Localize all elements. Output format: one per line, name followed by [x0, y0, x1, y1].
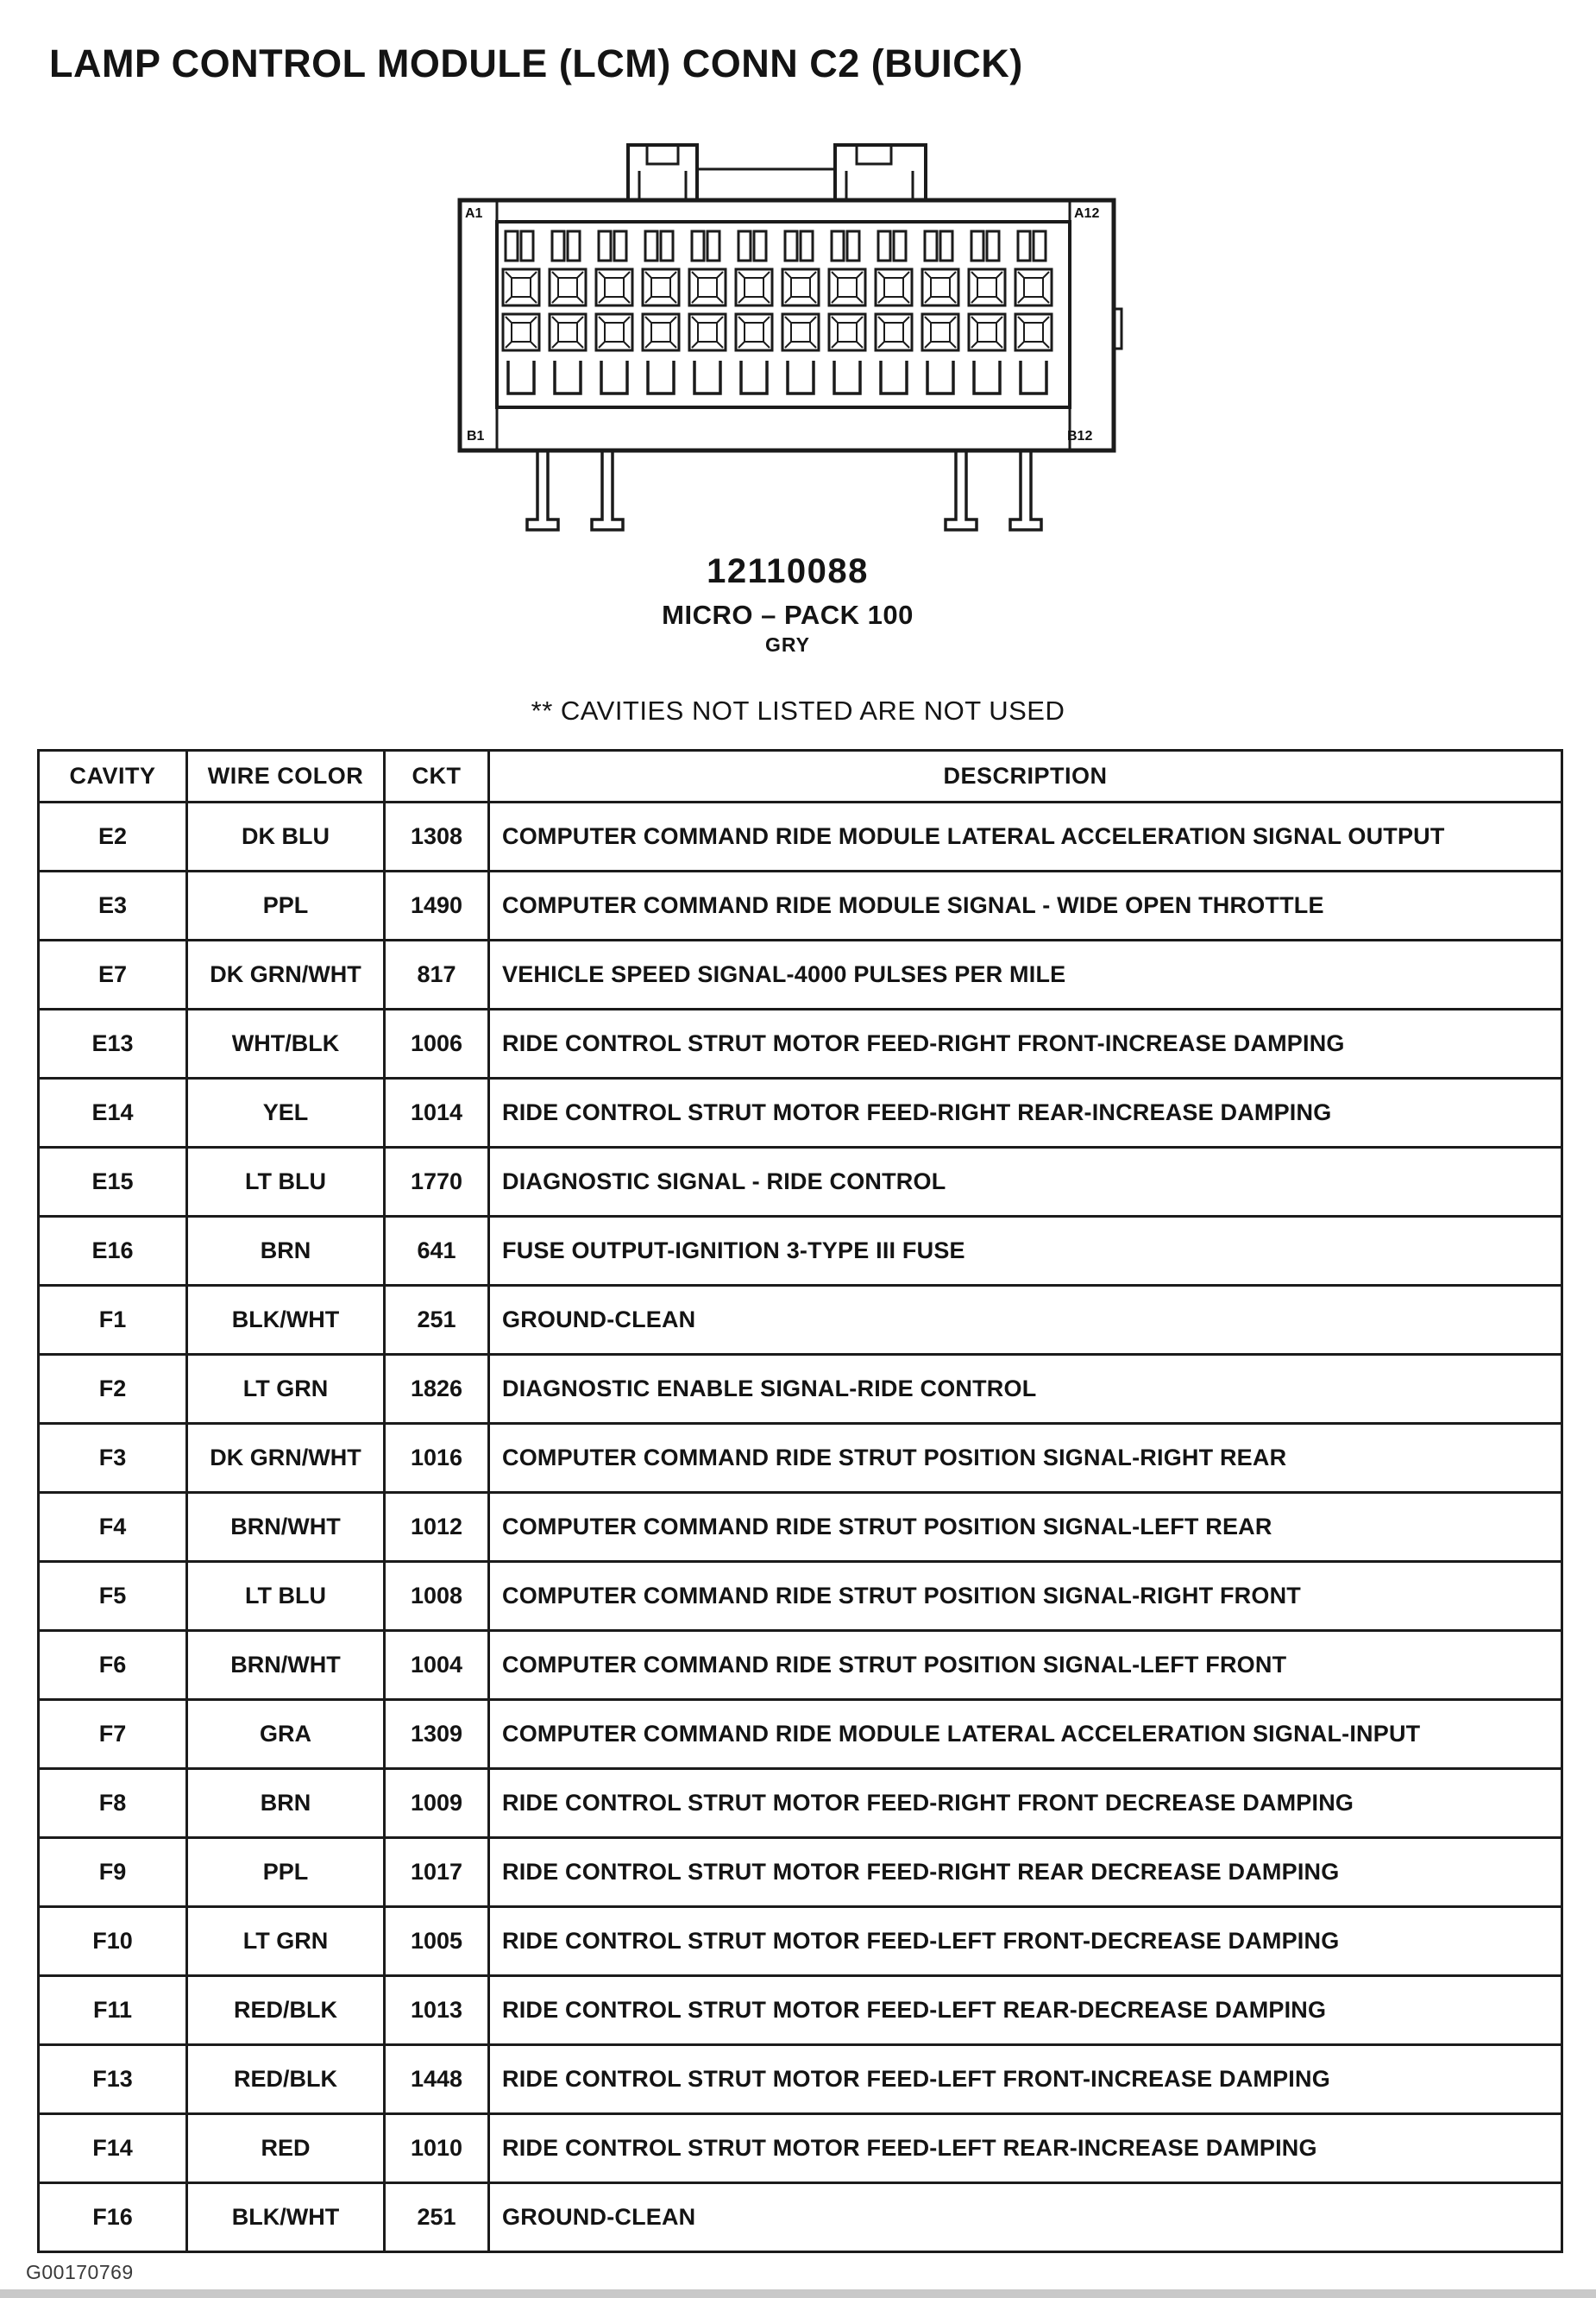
pin-label-b12: B12	[1067, 429, 1093, 444]
description-cell: RIDE CONTROL STRUT MOTOR FEED-RIGHT FRONT DECREASE DAMPING	[489, 1769, 1562, 1838]
table-row	[39, 1838, 1562, 1907]
table-row	[39, 1424, 1562, 1493]
mounting-leg	[592, 450, 623, 530]
wire-color-cell: WHT/BLK	[187, 1010, 385, 1079]
wire-color-cell: DK GRN/WHT	[187, 1424, 385, 1493]
ckt-cell: 1005	[385, 1907, 489, 1976]
latch-notch-right	[857, 145, 891, 164]
table-body	[39, 803, 1562, 2252]
description-cell: COMPUTER COMMAND RIDE STRUT POSITION SIGNAL-RIGHT REAR	[489, 1424, 1562, 1493]
description-cell: GROUND-CLEAN	[489, 2183, 1562, 2252]
table-row	[39, 1355, 1562, 1424]
page-title: LAMP CONTROL MODULE (LCM) CONN C2 (BUICK)	[49, 41, 1023, 85]
table-row	[39, 872, 1562, 941]
wire-color-cell: RED/BLK	[187, 2045, 385, 2114]
latch-notch-left	[647, 145, 678, 164]
cavity-cell: F9	[39, 1838, 187, 1907]
ckt-cell: 641	[385, 1217, 489, 1286]
table-row	[39, 1286, 1562, 1355]
cavity-cell: E15	[39, 1148, 187, 1217]
cavity-cell: F2	[39, 1355, 187, 1424]
table-row	[39, 941, 1562, 1010]
cavity-cell: F6	[39, 1631, 187, 1700]
ckt-cell: 1490	[385, 872, 489, 941]
description-cell: RIDE CONTROL STRUT MOTOR FEED-RIGHT REAR-INCREASE DAMPING	[489, 1079, 1562, 1148]
table-row	[39, 1148, 1562, 1217]
connector-diagram	[451, 140, 1124, 545]
description-cell: COMPUTER COMMAND RIDE MODULE LATERAL ACCELERATION SIGNAL-INPUT	[489, 1700, 1562, 1769]
ckt-cell: 1448	[385, 2045, 489, 2114]
ckt-cell: 1013	[385, 1976, 489, 2045]
description-cell: COMPUTER COMMAND RIDE STRUT POSITION SIGNAL-LEFT FRONT	[489, 1631, 1562, 1700]
cavity-cell: E14	[39, 1079, 187, 1148]
cavity-cell: F11	[39, 1976, 187, 2045]
ckt-cell: 1770	[385, 1148, 489, 1217]
cavity-cell: F10	[39, 1907, 187, 1976]
ckt-cell: 251	[385, 2183, 489, 2252]
latch-slot-left	[639, 171, 686, 200]
ckt-cell: 1012	[385, 1493, 489, 1562]
figure-code: G00170769	[26, 2261, 134, 2283]
wire-color-cell: BRN	[187, 1769, 385, 1838]
cavity-cell: F16	[39, 2183, 187, 2252]
table-row	[39, 803, 1562, 872]
table-row	[39, 1562, 1562, 1631]
table-row	[39, 1769, 1562, 1838]
description-cell: COMPUTER COMMAND RIDE STRUT POSITION SIGNAL-LEFT REAR	[489, 1493, 1562, 1562]
table-row	[39, 1493, 1562, 1562]
description-cell: FUSE OUTPUT-IGNITION 3-TYPE III FUSE	[489, 1217, 1562, 1286]
pinout-table	[37, 749, 1563, 2253]
wire-color-cell: DK GRN/WHT	[187, 941, 385, 1010]
ckt-cell: 1010	[385, 2114, 489, 2183]
ckt-cell: 1309	[385, 1700, 489, 1769]
cavities-note: ** CAVITIES NOT LISTED ARE NOT USED	[531, 696, 1065, 726]
cavity-cell: E7	[39, 941, 187, 1010]
ckt-cell: 1014	[385, 1079, 489, 1148]
wire-color-cell: DK BLU	[187, 803, 385, 872]
ckt-cell: 1006	[385, 1010, 489, 1079]
ckt-cell: 1004	[385, 1631, 489, 1700]
cavity-cell: F14	[39, 2114, 187, 2183]
ckt-cell: 1016	[385, 1424, 489, 1493]
description-cell: COMPUTER COMMAND RIDE STRUT POSITION SIGNAL-RIGHT FRONT	[489, 1562, 1562, 1631]
ckt-cell: 817	[385, 941, 489, 1010]
wire-color-cell: BRN/WHT	[187, 1493, 385, 1562]
table-row	[39, 1010, 1562, 1079]
connector-color: GRY	[765, 633, 810, 656]
ckt-cell: 1009	[385, 1769, 489, 1838]
pin-label-a12: A12	[1074, 206, 1100, 221]
cavity-cell: F8	[39, 1769, 187, 1838]
mounting-leg	[527, 450, 558, 530]
table-row	[39, 1079, 1562, 1148]
cavity-cell: F5	[39, 1562, 187, 1631]
description-cell: RIDE CONTROL STRUT MOTOR FEED-RIGHT REAR DECREASE DAMPING	[489, 1838, 1562, 1907]
wire-color-cell: LT BLU	[187, 1562, 385, 1631]
wire-color-cell: PPL	[187, 1838, 385, 1907]
wire-color-cell: RED	[187, 2114, 385, 2183]
description-cell: COMPUTER COMMAND RIDE MODULE SIGNAL - WIDE OPEN THROTTLE	[489, 872, 1562, 941]
wire-color-cell: YEL	[187, 1079, 385, 1148]
wire-color-cell: LT GRN	[187, 1907, 385, 1976]
header-ckt: CKT	[385, 751, 489, 803]
wire-color-cell: PPL	[187, 872, 385, 941]
ckt-cell: 1308	[385, 803, 489, 872]
table-row	[39, 1907, 1562, 1976]
description-cell: GROUND-CLEAN	[489, 1286, 1562, 1355]
mounting-leg	[1010, 450, 1041, 530]
pin-cavities	[503, 231, 1052, 393]
pin-label-a1: A1	[465, 206, 483, 221]
cavity-cell: E13	[39, 1010, 187, 1079]
wire-color-cell: BLK/WHT	[187, 2183, 385, 2252]
cavity-cell: F7	[39, 1700, 187, 1769]
description-cell: RIDE CONTROL STRUT MOTOR FEED-LEFT FRONT-INCREASE DAMPING	[489, 2045, 1562, 2114]
ckt-cell: 1826	[385, 1355, 489, 1424]
connector-drawing	[451, 140, 1124, 545]
wire-color-cell: BLK/WHT	[187, 1286, 385, 1355]
table-row	[39, 2183, 1562, 2252]
header-cavity: CAVITY	[39, 751, 187, 803]
pin-label-b1: B1	[467, 429, 485, 444]
ckt-cell: 1017	[385, 1838, 489, 1907]
header-wire-color: WIRE COLOR	[187, 751, 385, 803]
description-cell: VEHICLE SPEED SIGNAL-4000 PULSES PER MILE	[489, 941, 1562, 1010]
connector-part-number: 12110088	[707, 552, 869, 590]
table-row	[39, 1700, 1562, 1769]
table-header-row	[39, 751, 1562, 803]
description-cell: RIDE CONTROL STRUT MOTOR FEED-RIGHT FRONT-INCREASE DAMPING	[489, 1010, 1562, 1079]
table-row	[39, 2114, 1562, 2183]
table-row	[39, 1217, 1562, 1286]
scan-edge-artifact	[0, 2289, 1596, 2298]
cavity-cell: F4	[39, 1493, 187, 1562]
corner-divider-top	[497, 200, 1070, 222]
header-description: DESCRIPTION	[489, 751, 1562, 803]
table-row	[39, 2045, 1562, 2114]
cavity-cell: F3	[39, 1424, 187, 1493]
wire-color-cell: RED/BLK	[187, 1976, 385, 2045]
wire-color-cell: LT BLU	[187, 1148, 385, 1217]
description-cell: DIAGNOSTIC SIGNAL - RIDE CONTROL	[489, 1148, 1562, 1217]
cavity-cell: F13	[39, 2045, 187, 2114]
corner-divider-bottom	[497, 407, 1070, 450]
ckt-cell: 251	[385, 1286, 489, 1355]
connector-series-name: MICRO – PACK 100	[662, 600, 914, 630]
cavity-cell: F1	[39, 1286, 187, 1355]
ckt-cell: 1008	[385, 1562, 489, 1631]
table-row	[39, 1631, 1562, 1700]
description-cell: COMPUTER COMMAND RIDE MODULE LATERAL ACCELERATION SIGNAL OUTPUT	[489, 803, 1562, 872]
connector-caption	[443, 552, 1133, 657]
latch-slot-right	[846, 171, 913, 200]
wire-color-cell: GRA	[187, 1700, 385, 1769]
wire-color-cell: BRN	[187, 1217, 385, 1286]
description-cell: DIAGNOSTIC ENABLE SIGNAL-RIDE CONTROL	[489, 1355, 1562, 1424]
wire-color-cell: BRN/WHT	[187, 1631, 385, 1700]
cavity-cell: E3	[39, 872, 187, 941]
table-row	[39, 1976, 1562, 2045]
description-cell: RIDE CONTROL STRUT MOTOR FEED-LEFT FRONT-DECREASE DAMPING	[489, 1907, 1562, 1976]
description-cell: RIDE CONTROL STRUT MOTOR FEED-LEFT REAR-DECREASE DAMPING	[489, 1976, 1562, 2045]
description-cell: RIDE CONTROL STRUT MOTOR FEED-LEFT REAR-INCREASE DAMPING	[489, 2114, 1562, 2183]
cavity-cell: E2	[39, 803, 187, 872]
mounting-leg	[946, 450, 977, 530]
wire-color-cell: LT GRN	[187, 1355, 385, 1424]
cavity-cell: E16	[39, 1217, 187, 1286]
